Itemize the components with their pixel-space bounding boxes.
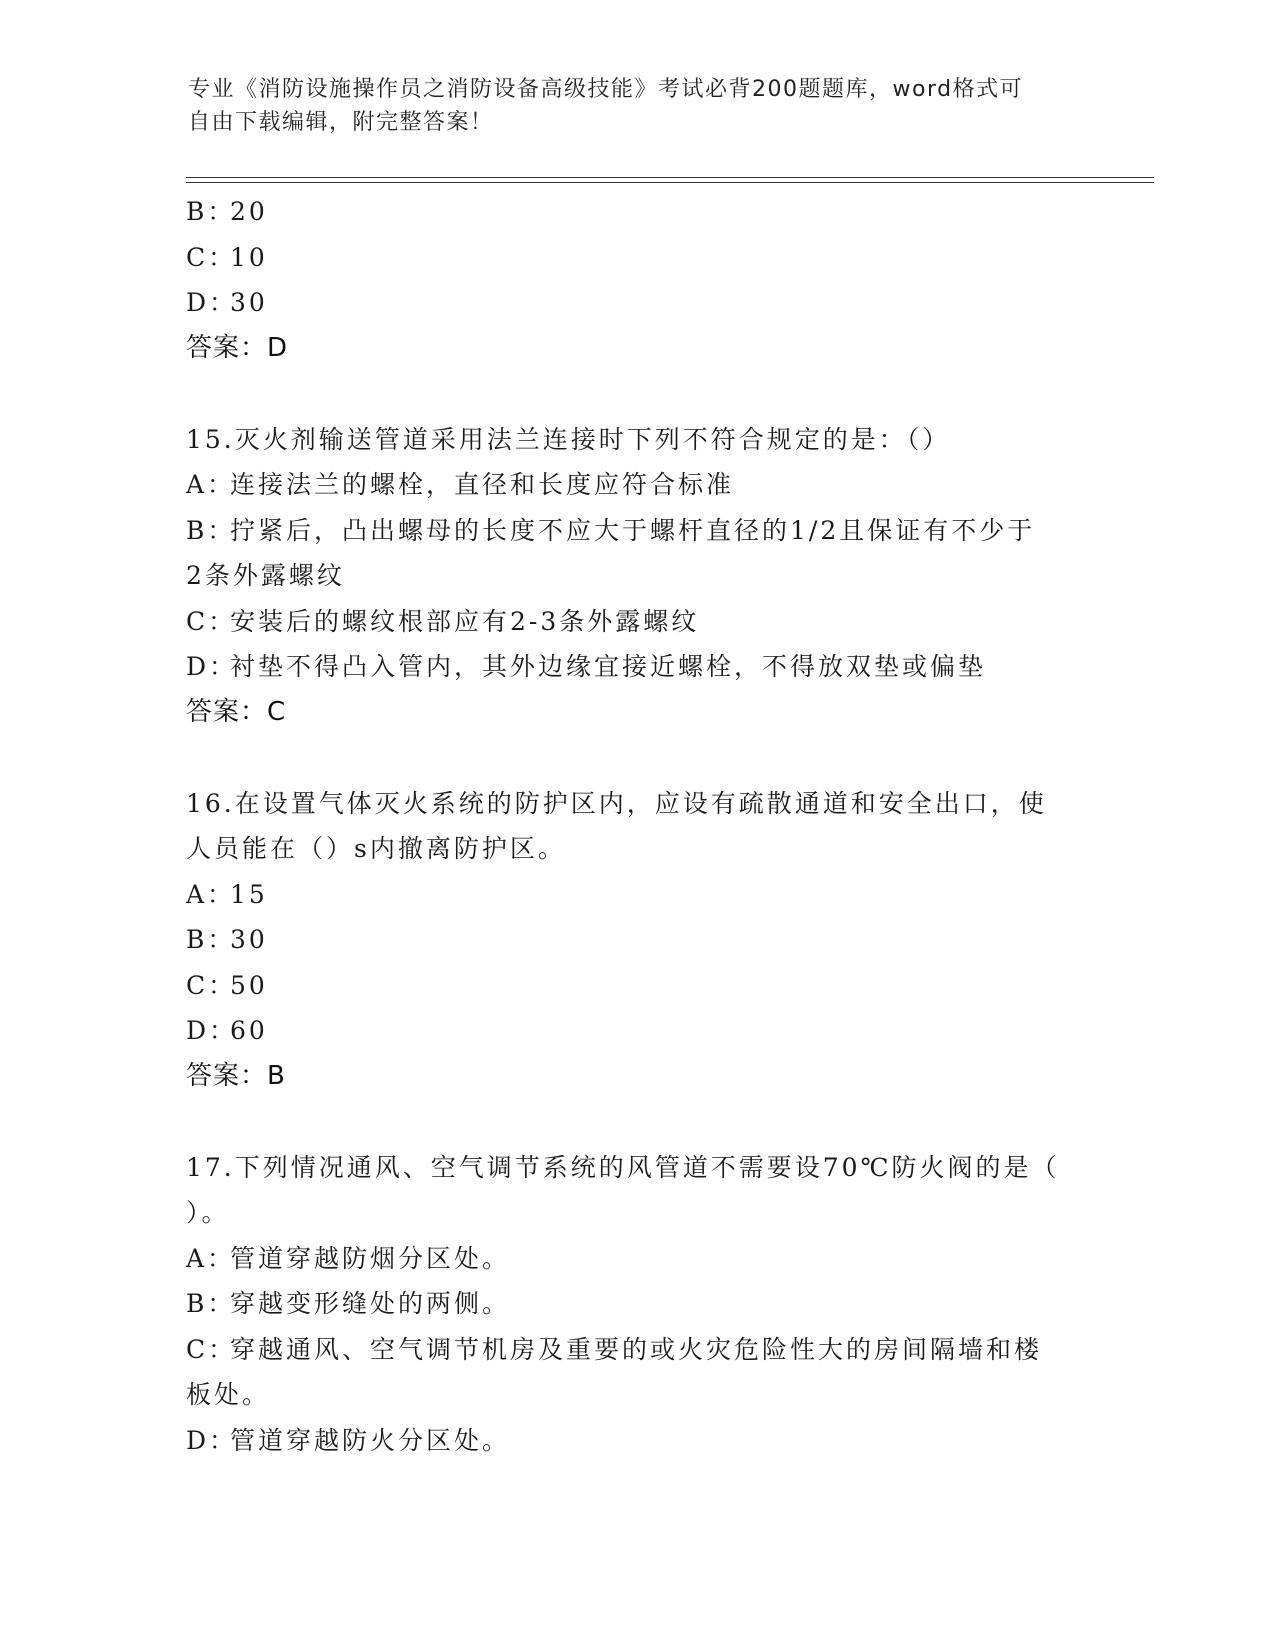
option-d: D：30 bbox=[186, 288, 268, 317]
option-c: C：50 bbox=[186, 970, 268, 1000]
answer-line: 答案：C bbox=[186, 696, 287, 727]
question-stem-line-1: 17.下列情况通风、空气调节系统的风管道不需要设70℃防火阀的是（ bbox=[186, 1152, 1060, 1182]
question-stem-line-1: 16.在设置气体灭火系统的防护区内，应设有疏散通道和安全出口，使 bbox=[186, 788, 1047, 818]
option-d: D：管道穿越防火分区处。 bbox=[186, 1425, 511, 1455]
option-b: B：穿越变形缝处的两侧。 bbox=[186, 1289, 511, 1318]
header-line-1: 专业《消防设施操作员之消防设备高级技能》考试必背200题题库，word格式可 bbox=[188, 77, 1024, 102]
header-line-2: 自由下载编辑，附完整答案！ bbox=[188, 110, 494, 135]
question-stem-line-2: 人员能在（）s内撤离防护区。 bbox=[186, 834, 566, 863]
question-stem-line-2: ）。 bbox=[186, 1198, 230, 1227]
spacer bbox=[186, 735, 1076, 781]
spacer bbox=[186, 1099, 1076, 1145]
option-a: A：管道穿越防烟分区处。 bbox=[186, 1243, 511, 1273]
option-d: D：衬垫不得凸入管内，其外边缘宜接近螺栓，不得放双垫或偏垫 bbox=[186, 652, 987, 681]
option-b: B：20 bbox=[186, 197, 268, 226]
question-16 bbox=[186, 781, 1076, 1100]
question-15 bbox=[186, 417, 1076, 736]
header-double-rule bbox=[186, 177, 1154, 183]
spacer bbox=[186, 371, 1076, 417]
option-a: A：15 bbox=[186, 879, 268, 909]
question-17 bbox=[186, 1145, 1076, 1464]
document-body bbox=[186, 189, 1076, 1463]
document-header bbox=[188, 73, 1068, 139]
option-c: C：10 bbox=[186, 242, 268, 272]
answer-line: 答案：B bbox=[186, 1060, 286, 1091]
question-stem: 15.灭火剂输送管道采用法兰连接时下列不符合规定的是：（） bbox=[186, 424, 951, 454]
option-a: A：连接法兰的螺栓，直径和长度应符合标准 bbox=[186, 470, 735, 499]
question-14-continued bbox=[186, 189, 1076, 371]
option-d: D：60 bbox=[186, 1016, 268, 1045]
option-b: B：拧紧后，凸出螺母的长度不应大于螺杆直径的1/2且保证有不少于 bbox=[186, 515, 1036, 545]
option-c: C：安装后的螺纹根部应有2-3条外露螺纹 bbox=[186, 606, 700, 636]
option-b-continued: 2条外露螺纹 bbox=[186, 561, 345, 590]
option-b: B：30 bbox=[186, 925, 268, 954]
option-c: C：穿越通风、空气调节机房及重要的或火灾危险性大的房间隔墙和楼 bbox=[186, 1334, 1043, 1364]
answer-line: 答案：D bbox=[186, 332, 289, 363]
option-c-continued: 板处。 bbox=[186, 1380, 271, 1409]
